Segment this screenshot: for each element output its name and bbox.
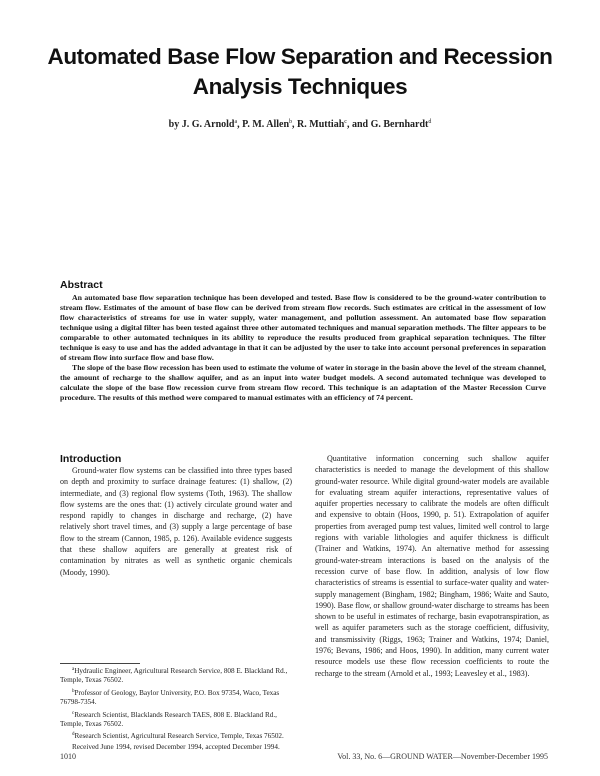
footnote: $^c$Research Scientist, Blacklands Research TAES, 808 E. Blackland Rd., Temple, Texas 76502. <box>60 710 277 729</box>
author-name: P. M. Allen <box>242 119 290 130</box>
author-name: G. Bernhardt <box>370 119 429 130</box>
abstract-paragraph: The slope of the base flow recession has been used to estimate the volume of water in storage in the basin above the level of the stream channel, the amount of recharge to the shallow aquifer, and as an input into water budget models. A second automated technique was developed to calculate the slope of the base flow recession curve from stream flow record. This technique is an adaptation of the Master Recession Curve procedure. The results of this method were compared to manual estimates with an efficiency of 74 percent. <box>60 363 546 402</box>
footnote: $^b$Professor of Geology, Baylor University, P.O. Box 97354, Waco, Texas 76798-7354. <box>60 688 280 707</box>
intro-paragraph: Ground-water flow systems can be classified into three types based on depth and proximity to surface drainage features: (1) shallow, (2) intermediate, and (3) regional flow systems (Toth, 1963). The shallow flow systems are the ones that: (1) actively circulate ground water and respond rapidly to changes in discharge and recharge, (2) have relatively short travel times, and (3) supply a large percentage of base flow to the stream (Cannon, 1985, p. 126). Available evidence suggests that these shallow aquifers are generally at greatest risk of contamination by nitrates as well as synthetic organic chemicals (Moody, 1990). <box>60 466 292 577</box>
author-mark: a <box>234 119 238 125</box>
page-number: 1010 <box>60 752 76 761</box>
footnote: $^a$Hydraulic Engineer, Agricultural Research Service, 808 E. Blackland Rd., Temple, Texas 76502. <box>60 667 288 685</box>
footnote: $^d$Research Scientist, Agricultural Research Service, Temple, Texas 76502. <box>72 732 284 741</box>
intro-paragraph: Quantitative information concerning such shallow aquifer characteristics is needed to manage the development of this shallow ground-water resource. While digital ground-water models are available for evaluating stream aquifer interactions, representative values of aquifer properties necessary to calibrate the models are often difficult and expensive to obtain (Hoos, 1990, p. 51). Extrapolation of aquifer properties from averaged pump test values, limited well control to large regions with variable lithologies and aquifer thickness is difficult (Trainer and Watkins, 1974). An alternative method for assessing ground-water-stream interactions is based on the analysis of the recession curve of base flow. In addition, analysis of low flow characteristics of streams is essential to surface-water quality and water-supply management (Bingham, 1982; Bingham, 1986; Waite and Sauto, 1990). Base flow, or shallow ground-water discharge to streams has been shown to be useful in estimates of recharge, basin evapotranspiration, as well as aquifer parameters such as the storage coefficient, diffusivity, and transmissivity (Riggs, 1963; Trainer and Watkins, 1974; Daniel, 1976; Bevans, 1986; and Hoos, 1990). In addition, many current water resource models use these flow recession coefficients to route the recharge to the stream (Arnold et al., 1993; Leavesley et al., 1983). <box>315 454 549 678</box>
author-name: J. G. Arnold <box>181 119 235 130</box>
paper-title: Automated Base Flow Separation and Recession Analysis Techniques <box>47 44 553 99</box>
introduction-heading: Introduction <box>60 453 122 465</box>
author-mark: d <box>428 119 432 125</box>
right-column <box>315 453 549 679</box>
author-mark: b <box>289 119 293 125</box>
received-note: Received June 1994, revised December 1994, accepted December 1994. <box>72 742 280 751</box>
footnotes <box>60 665 292 753</box>
author-line: by J. G. Arnold$^a$, P. M. Allen$^b$, R. Muttiah$^c$, and G. Bernhardt$^d$ <box>168 119 432 130</box>
abstract-paragraph: An automated base flow separation technique has been developed and tested. Base flow is considered to be the ground-water contribution to stream flow. Estimates of the amount of base flow can be derived from stream flow records. Such estimates are critical in the assessment of low flow characteristics of streams for use in water supply, water management, and pollution assessment. An automated base flow separation technique using a digital filter has been tested against three other automated techniques and manual separation methods. The filter appears to be comparable to other automated techniques in its ability to reproduce the results produced from graphical separation techniques. The filter technique is easy to use and has the added advantage in that it can be adjusted by the user to take into account personal preferences in separation of stream flow into surface flow and base flow. <box>60 293 546 362</box>
abstract-body <box>60 293 546 403</box>
author-name: R. Muttiah <box>297 119 345 130</box>
journal-citation: Vol. 33, No. 6—GROUND WATER—November-December 1995 <box>337 752 548 761</box>
left-column <box>60 465 292 578</box>
footnote-rule <box>60 663 140 664</box>
authors-prefix: by <box>168 119 180 130</box>
abstract-heading: Abstract <box>60 279 103 291</box>
author-mark: c <box>344 119 347 125</box>
